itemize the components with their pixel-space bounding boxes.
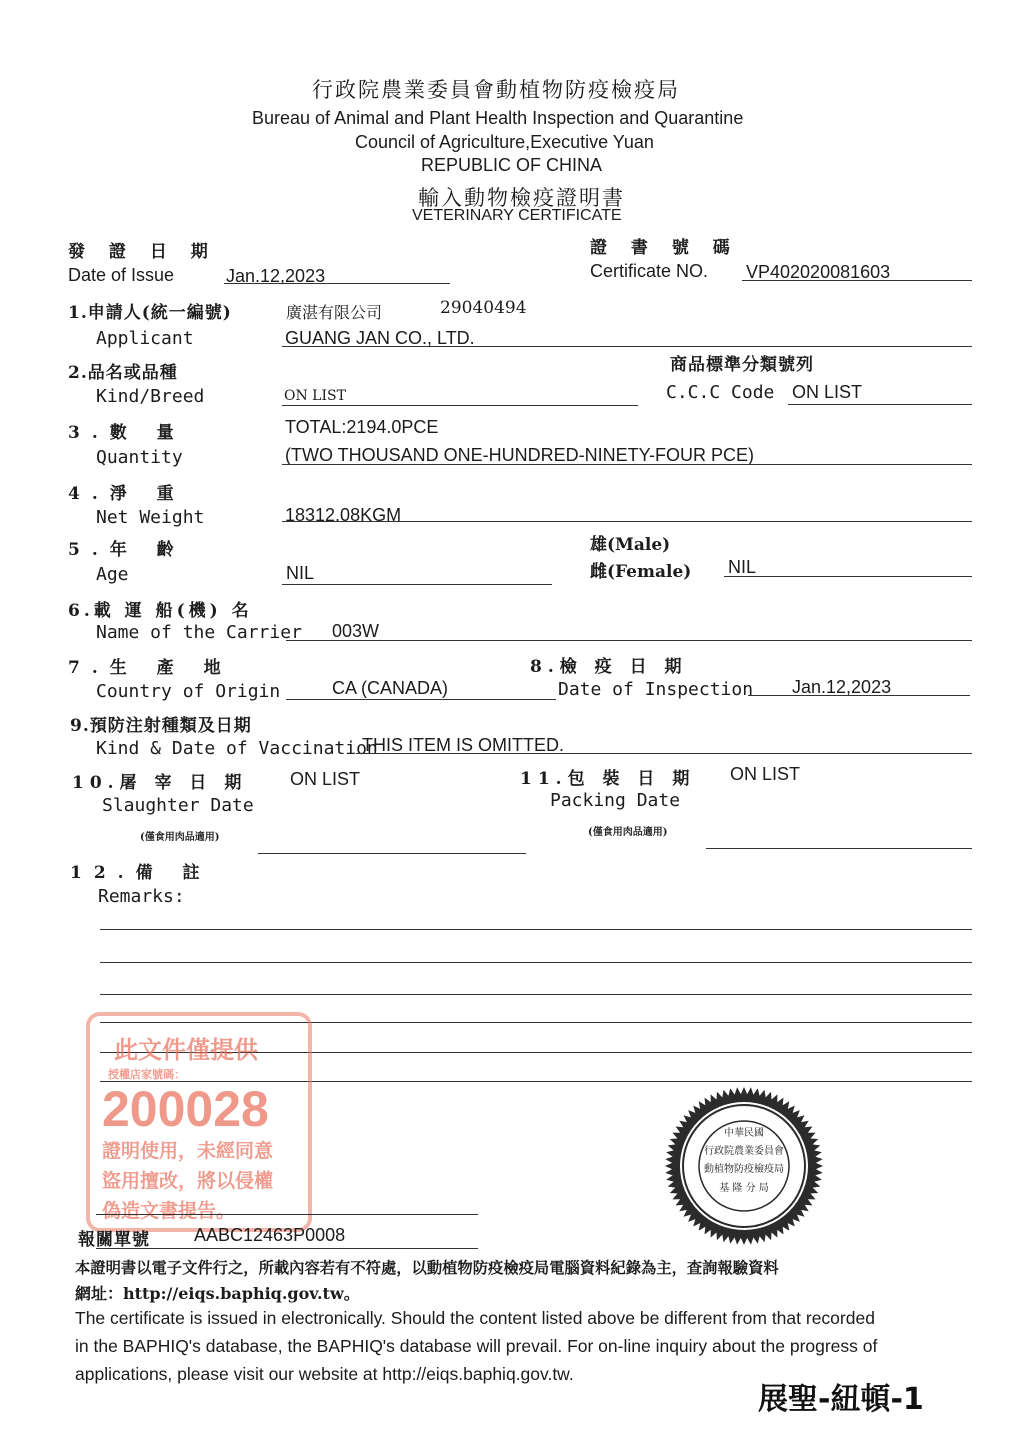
- seal-line-4: 基 隆 分 局: [719, 1183, 769, 1194]
- footer-en-line-3: applications, please visit our website at http://eiqs.baphiq.gov.tw.: [75, 1364, 574, 1384]
- origin-value: CA (CANADA): [332, 678, 449, 698]
- stamp-line-2: 授權店家號碼：: [108, 1069, 185, 1081]
- customs-value: AABC12463P0008: [194, 1225, 346, 1245]
- vaccination-value: THIS ITEM IS OMITTED.: [362, 735, 564, 755]
- applicant-id: 29040494: [440, 298, 527, 318]
- packing-label-zh: 11.包 裝 日 期: [520, 769, 696, 789]
- origin-label-zh: 7.生 產 地: [68, 658, 233, 678]
- remarks-line: [100, 994, 972, 995]
- document-watermark: 展聖-紐頓-1: [758, 1382, 924, 1417]
- weight-value: 18312.08KGM: [285, 505, 402, 525]
- footer-en-line-2: in the BAPHIQ's database, the BAPHIQ's database will prevail. For on-line inquiry about the progress of: [75, 1336, 878, 1356]
- quantity-words: (TWO THOUSAND ONE-HUNDRED-NINETY-FOUR PCE): [285, 445, 755, 465]
- applicant-name-zh: 廣湛有限公司: [286, 303, 383, 322]
- customs-label-zh: 報關單號: [78, 1230, 150, 1250]
- official-seal: [664, 1086, 824, 1246]
- agency-title-en: Bureau of Animal and Plant Health Inspection and Quarantine: [252, 108, 744, 128]
- applicant-name-en: GUANG JAN CO., LTD.: [285, 328, 475, 348]
- authorization-stamp: [86, 1012, 312, 1232]
- remarks-label-en: Remarks:: [98, 886, 185, 907]
- packing-label-en: Packing Date: [550, 790, 681, 811]
- quantity-label-en: Quantity: [96, 447, 183, 468]
- stamp-line-4: 盜用擅改，將以侵權: [102, 1171, 274, 1192]
- packing-value: ON LIST: [730, 764, 801, 784]
- certificate-title-en: VETERINARY CERTIFICATE: [412, 207, 622, 224]
- kind-label-en: Kind/Breed: [96, 386, 205, 407]
- seal-line-3: 動植物防疫檢疫局: [704, 1164, 784, 1175]
- country-title: REPUBLIC OF CHINA: [421, 155, 603, 175]
- inspection-label-zh: 8.檢 疫 日 期: [530, 657, 688, 677]
- stamp-number: 200028: [102, 1081, 269, 1137]
- issue-date-label-en: Date of Issue: [68, 265, 175, 285]
- slaughter-label-en: Slaughter Date: [102, 795, 254, 816]
- applicant-label-zh: 1.申請人(統一編號): [68, 303, 232, 323]
- seal-line-2: 行政院農業委員會: [704, 1146, 784, 1157]
- carrier-label-zh: 6.載 運 船(機) 名: [68, 601, 253, 621]
- weight-label-en: Net Weight: [96, 507, 205, 528]
- agency-title-zh: 行政院農業委員會動植物防疫檢疫局: [312, 78, 680, 102]
- age-label-zh: 5.年 齡: [68, 540, 186, 560]
- male-label: 雄(Male): [590, 535, 671, 555]
- ccc-label-en: C.C.C Code: [666, 382, 775, 403]
- certificate-no-label-zh: 證 書 號 碼: [590, 238, 739, 258]
- remarks-label-zh: 12.備 註: [70, 863, 212, 883]
- origin-label-en: Country of Origin: [96, 681, 281, 702]
- ccc-label-zh: 商品標準分類號列: [670, 355, 814, 375]
- issue-date-value: Jan.12,2023: [226, 266, 326, 286]
- remarks-line: [100, 929, 972, 930]
- council-title: Council of Agriculture,Executive Yuan: [355, 132, 654, 152]
- seal-line-1: 中華民國: [724, 1128, 764, 1139]
- vaccination-label-en: Kind & Date of Vaccination: [96, 738, 378, 759]
- age-label-en: Age: [96, 564, 129, 585]
- certificate-title-zh: 輸入動物檢疫證明書: [418, 186, 625, 210]
- certificate-no-label-en: Certificate NO.: [590, 261, 709, 281]
- footer-en-line-1: The certificate is issued in electronically. Should the content listed above be different from that recorded: [75, 1308, 875, 1328]
- packing-note: (僅食用肉品適用): [588, 827, 668, 838]
- sex-value: NIL: [728, 557, 757, 577]
- issue-date-label-zh: 發 證 日 期: [68, 242, 217, 262]
- kind-label-zh: 2.品名或品種: [68, 363, 178, 383]
- certificate-no-value: VP402020081603: [746, 262, 891, 282]
- slaughter-note: (僅食用肉品適用): [140, 832, 220, 843]
- quantity-label-zh: 3.數 量: [68, 423, 186, 443]
- age-value: NIL: [286, 563, 315, 583]
- remarks-line: [100, 962, 972, 963]
- footer-zh-line-1: 本證明書以電子文件行之，所載內容若有不符處，以動植物防疫檢疫局電腦資料紀錄為主，查詢報驗資料: [75, 1259, 779, 1277]
- inspection-value: Jan.12,2023: [792, 677, 892, 697]
- quantity-total: TOTAL:2194.0PCE: [285, 417, 439, 437]
- female-label: 雌(Female): [590, 562, 692, 582]
- footer-zh-line-2: 網址：http://eiqs.baphiq.gov.tw。: [75, 1284, 360, 1303]
- stamp-line-5: 偽造文書提告。: [102, 1201, 236, 1222]
- vaccination-label-zh: 9.預防注射種類及日期: [70, 716, 252, 736]
- stamp-line-3: 證明使用，未經同意: [102, 1141, 274, 1162]
- carrier-label-en: Name of the Carrier: [96, 622, 302, 643]
- ccc-value: ON LIST: [792, 382, 863, 402]
- carrier-value: 003W: [332, 621, 380, 641]
- inspection-label-en: Date of Inspection: [558, 679, 754, 700]
- slaughter-value: ON LIST: [290, 769, 361, 789]
- stamp-line-1: 此文件僅提供: [114, 1037, 258, 1064]
- weight-label-zh: 4.淨 重: [68, 484, 186, 504]
- slaughter-label-zh: 10.屠 宰 日 期: [72, 773, 248, 793]
- applicant-label-en: Applicant: [96, 328, 194, 349]
- kind-value: ON LIST: [284, 388, 346, 404]
